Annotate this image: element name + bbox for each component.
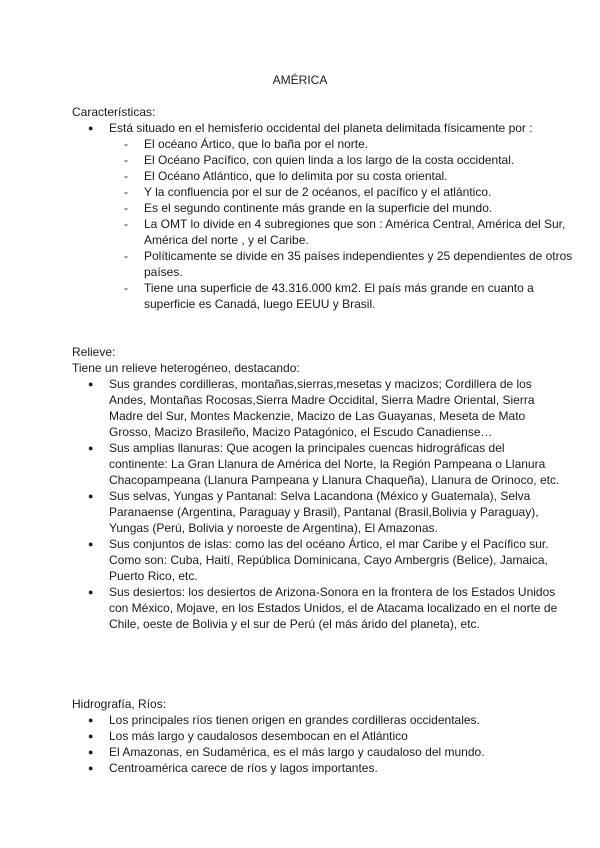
list-item-text: Centroamérica carece de ríos y lagos importantes. xyxy=(109,761,378,775)
section-caracteristicas xyxy=(72,104,573,312)
list-item xyxy=(72,760,565,776)
bullet-list xyxy=(72,376,560,632)
list-item xyxy=(72,744,565,760)
list-item xyxy=(72,488,565,536)
list-item-text: Está situado en el hemisferio occidental del planeta delimitada físicamente por : xyxy=(109,121,533,135)
list-item-text: Sus desiertos: los desiertos de Arizona-Sonora en la frontera de los Estados Unidos con México, Mojave, en los Estados Unidos, el de Atacama localizado en el norte de Chile, oeste de Bolivia y el sur de Perú (el más árido del planeta), etc. xyxy=(109,585,558,631)
section-hidrografia xyxy=(72,696,532,776)
list-item-text: Tiene una superficie de 43.316.000 km2. El país más grande en cuanto a superficie es Canadá, luego EEUU y Brasil. xyxy=(144,281,534,311)
dash-list xyxy=(72,136,573,312)
list-item xyxy=(72,280,584,312)
list-item-text: Sus conjuntos de islas: como las del océano Ártico, el mar Caribe y el Pacífico sur. Como son: Cuba, Haití, República Dominicana, Cayo Ambergris (Belice), Jamaica, Puerto Rico, etc. xyxy=(109,537,549,583)
list-item-text: Los principales ríos tienen origen en grandes cordilleras occidentales. xyxy=(109,713,480,727)
list-item-text: El Océano Atlántico, que lo delimita por su costa oriental. xyxy=(144,169,448,183)
list-item xyxy=(72,168,600,184)
section-heading: Relieve: xyxy=(72,345,116,359)
list-item xyxy=(72,440,565,488)
section-heading: Hidrografía, Ríos: xyxy=(72,697,167,711)
list-item-text: Políticamente se divide en 35 países independientes y 25 dependientes de otros países. xyxy=(144,249,573,279)
list-item-text: El Amazonas, en Sudamérica, es el más largo y caudaloso del mundo. xyxy=(109,745,485,759)
bullet-list xyxy=(72,712,532,776)
bullet-list xyxy=(72,120,532,136)
list-item-text: Sus grandes cordilleras, montañas,sierras,mesetas y macizos; Cordillera de los Andes, Montañas Rocosas,Sierra Madre Occidital, Sierra Madre Oriental, Sierra Madre del Sur, Montes Mackenzie, Macizo de Las Guayanas, Meseta de Mato Grosso, Macizo Brasileño, Macizo Patagónico, el Escudo Canadiense… xyxy=(109,377,535,439)
list-item xyxy=(72,584,565,632)
list-item xyxy=(72,136,600,152)
list-item xyxy=(72,376,565,440)
list-item-text: El océano Ártico, que lo baña por el norte. xyxy=(144,137,369,151)
section-intro: Tiene un relieve heterogéneo, destacando: xyxy=(72,361,300,375)
list-item-text: Sus amplias llanuras: Que acogen la principales cuencas hidrográficas del continente: La Gran Llanura de América del Norte, la Región Pampeana o Llanura Chacopampeana (Llanura Pampeana y Llanura Chaqueña), Llanura de Orinoco, etc. xyxy=(109,441,560,487)
list-item-text: Los más largo y caudalosos desembocan en el Atlántico xyxy=(109,729,408,743)
list-item xyxy=(72,184,600,200)
page-title: AMÉRICA xyxy=(272,73,328,87)
section-relieve xyxy=(72,344,560,632)
list-item-text: El Océano Pacífico, con quien linda a los largo de la costa occidental. xyxy=(144,153,515,167)
list-item xyxy=(72,200,600,216)
list-item xyxy=(72,728,565,744)
list-item-text: Es el segundo continente más grande en la superficie del mundo. xyxy=(144,201,493,215)
list-item xyxy=(72,152,600,168)
section-heading: Características: xyxy=(72,105,156,119)
list-item-text: Y la confluencia por el sur de 2 océanos, el pacífico y el atlántico. xyxy=(144,185,492,199)
list-item-text: Sus selvas, Yungas y Pantanal: Selva Lacandona (México y Guatemala), Selva Paranaense (Argentina, Paraguay y Brasil), Pantanal (Brasil,Bolivia y Paraguay), Yungas (Perú, Bolivia y noroeste de Argentina), El Amazonas. xyxy=(109,489,539,535)
list-item xyxy=(72,120,549,136)
list-item xyxy=(72,248,584,280)
list-item xyxy=(72,536,565,584)
list-item xyxy=(72,216,600,248)
list-item xyxy=(72,712,565,728)
list-item-text: La OMT lo divide en 4 subregiones que son : América Central, América del Sur, América del norte , y el Caribe. xyxy=(144,217,566,247)
